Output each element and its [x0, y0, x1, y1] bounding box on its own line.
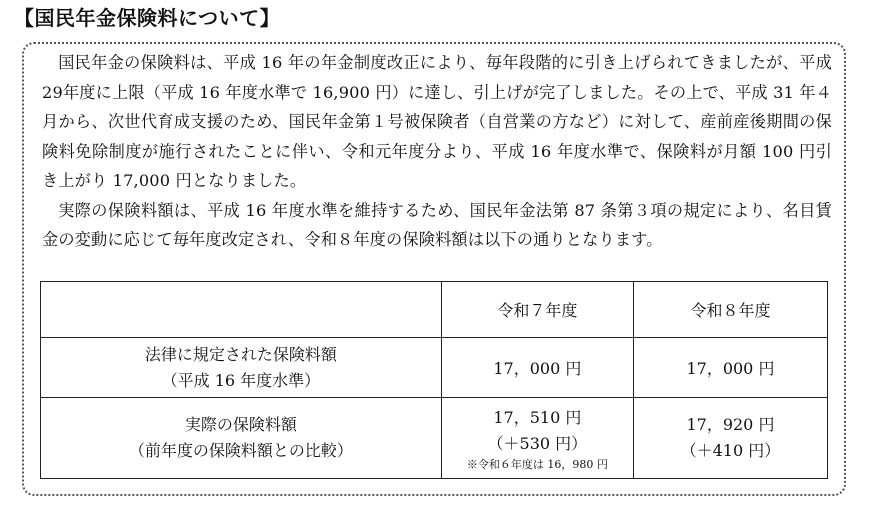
table-row-legal — [41, 338, 828, 398]
cell-legal-reiwa8: 17，000 円 — [633, 338, 827, 398]
row-label-legal — [41, 338, 442, 398]
header-reiwa7: 令和７年度 — [441, 282, 633, 338]
explanation-text — [42, 48, 832, 255]
paragraph-1: 国民年金の保険料は、平成 16 年の年金制度改正により、毎年段階的に引き上げられてきましたが、平成29年度に上限（平成 16 年度水準で 16,900 円）に達し、引上げが完了しました。その上で、平成 31 年４月から、次世代育成支援のため、国民年金第１号被保険者（自営業の方など）に対して、産前産後期間の保険料免除制度が施行されたことに伴い、令和元年度分より、平成 16 年度水準で、保険料が月額 100 円引き上がり 17,000 円となりました。 — [42, 53, 832, 190]
header-blank-cell — [41, 282, 442, 338]
row-label-actual — [41, 398, 442, 479]
paragraph-2: 実際の保険料額は、平成 16 年度水準を維持するため、国民年金法第 87 条第３項の規定により、名目賃金の変動に応じて毎年度改定され、令和８年度の保険料額は以下の通りとなります。 — [42, 200, 832, 249]
actual-reiwa7-diff: （＋530 円） — [487, 433, 588, 453]
section-heading: 【国民年金保険料について】 — [14, 6, 281, 30]
row-label-actual-line2: （前年度の保険料額との比較） — [128, 441, 353, 460]
row-label-actual-line1: 実際の保険料額 — [184, 415, 297, 434]
header-reiwa8: 令和８年度 — [633, 282, 827, 338]
premium-table — [40, 281, 828, 479]
actual-reiwa7-value: 17，510 円 — [493, 407, 582, 427]
actual-reiwa7-note: ※令和６年度は 16，980 円 — [466, 457, 608, 471]
row-label-legal-line1: 法律に規定された保険料額 — [144, 344, 337, 364]
cell-legal-reiwa7: 17，000 円 — [441, 338, 633, 398]
actual-reiwa8-diff: （＋410 円） — [680, 441, 781, 460]
row-label-legal-line2: （平成 16 年度水準） — [161, 370, 321, 390]
table-row-actual — [41, 398, 828, 479]
table-header-row — [41, 282, 828, 338]
cell-actual-reiwa7 — [441, 398, 633, 479]
actual-reiwa8-value: 17，920 円 — [686, 415, 775, 434]
cell-actual-reiwa8 — [633, 398, 827, 479]
